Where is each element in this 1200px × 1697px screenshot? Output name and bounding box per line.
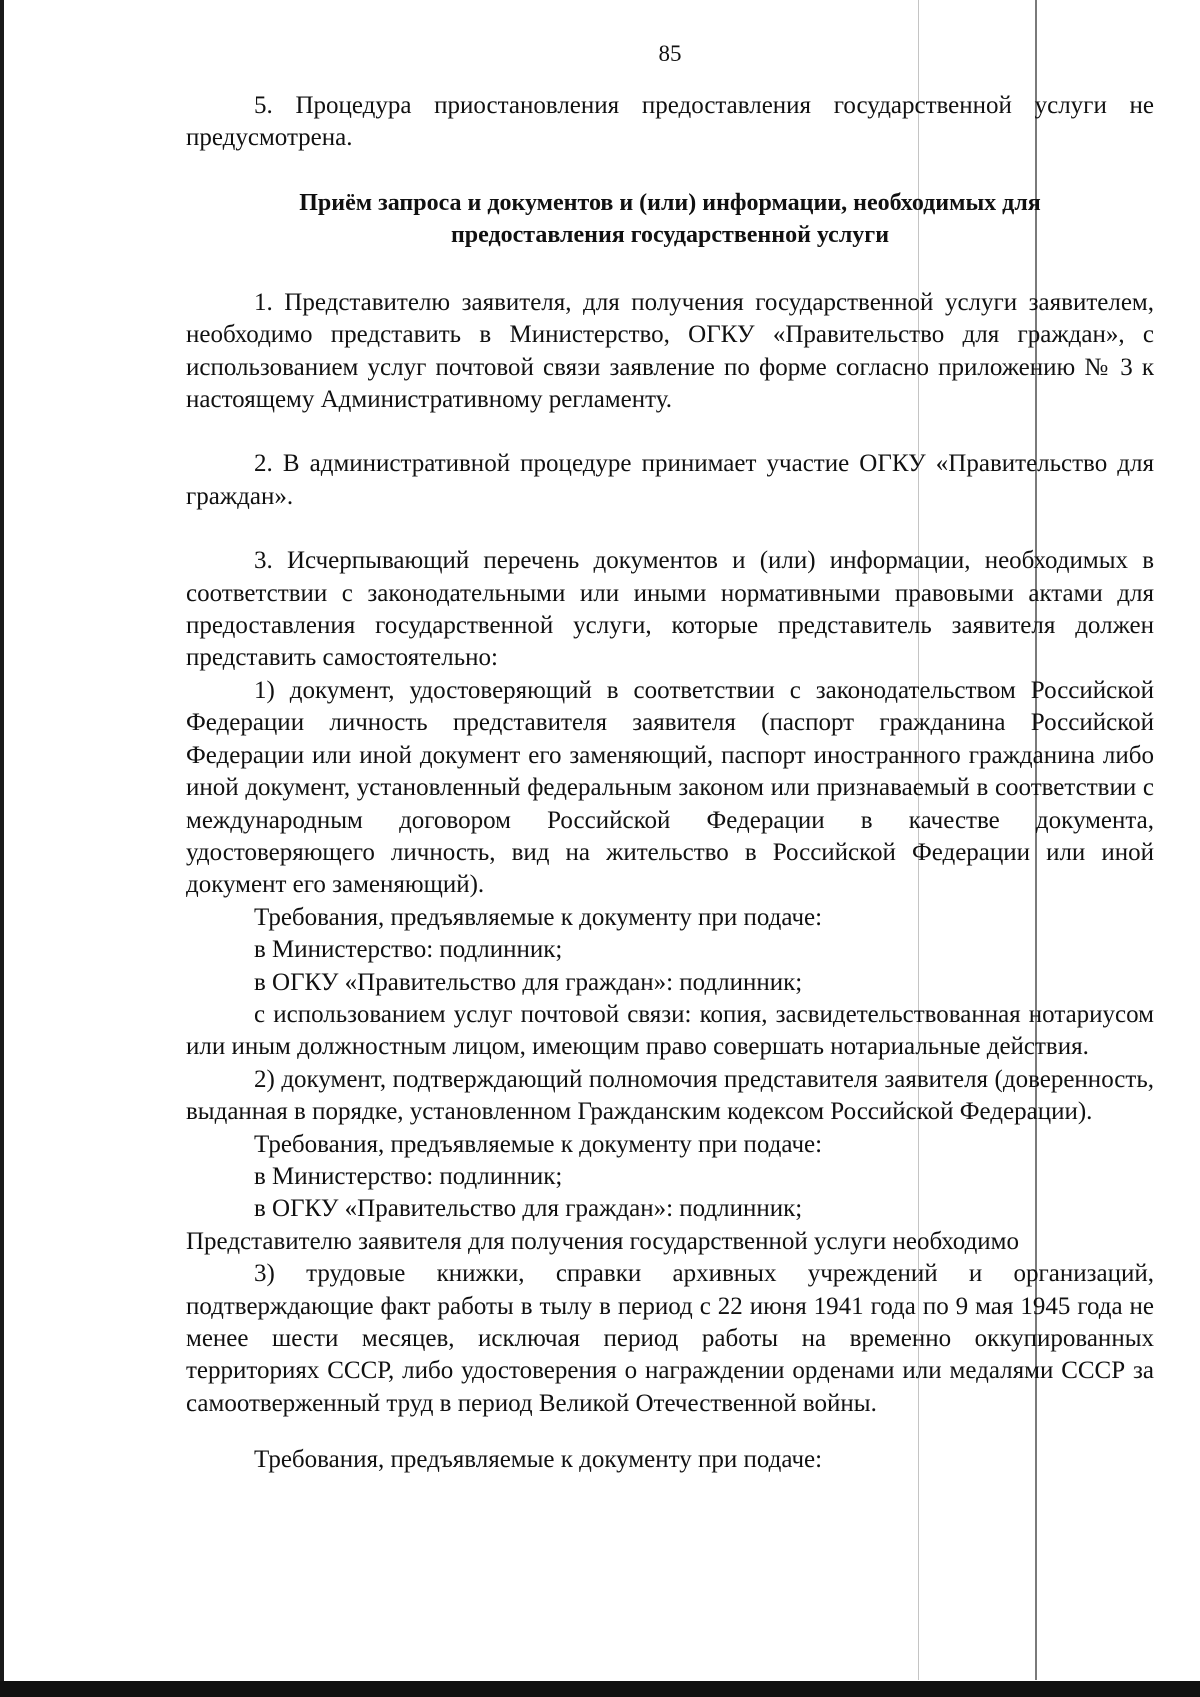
paragraph-suspension: 5. Процедура приостановления предоставления государственной услуги не предусмотрена. bbox=[186, 92, 1154, 152]
paragraph-2: 2. В административной процедуре принимает участие ОГКУ «Правительство для граждан». bbox=[186, 450, 1154, 510]
requirement-ogku: в ОГКУ «Правительство для граждан»: подлинник; bbox=[254, 1195, 803, 1223]
section-title bbox=[186, 187, 1154, 251]
note-line: Представителю заявителя для получения государственной услуги необходимо bbox=[186, 1227, 1019, 1255]
requirement-ministry: в Министерство: подлинник; bbox=[254, 1162, 563, 1190]
document-page bbox=[186, 40, 1154, 1477]
requirements-title: Требования, предъявляемые к документу при подаче: bbox=[254, 1130, 823, 1158]
section-title-line-2: предоставления государственной услуги bbox=[450, 221, 890, 248]
scan-edge-left bbox=[0, 0, 4, 1697]
requirements-title: Требования, предъявляемые к документу при подаче: bbox=[254, 1446, 823, 1474]
requirement-ogku: в ОГКУ «Правительство для граждан»: подлинник; bbox=[254, 968, 803, 996]
section-title-line-1: Приём запроса и документов и (или) информации, необходимых для bbox=[299, 189, 1041, 216]
paragraph-1: 1. Представителю заявителя, для получения государственной услуги заявителем, необходимо представить в Министерство, ОГКУ «Правительство для граждан», с использованием услуг почтовой связи заявление по форме согласно приложению № 3 к настоящему Административному регламенту. bbox=[186, 288, 1154, 414]
scan-edge-bottom bbox=[0, 1681, 1200, 1697]
list-item-3: 3) трудовые книжки, справки архивных учреждений и организаций, подтверждающие факт работы в тылу в период с 22 июня 1941 года по 9 мая 1945 года не менее шести месяцев, исключая период работы на временно оккупированных территориях СССР, либо удостоверения о награждении орденами или медалями СССР за самоотверженный труд в период Великой Отечественной войны. bbox=[186, 1260, 1154, 1417]
requirement-ministry: в Министерство: подлинник; bbox=[254, 936, 563, 964]
list-item-2: 2) документ, подтверждающий полномочия представителя заявителя (доверенность, выданная в порядке, установленном Гражданским кодексом Российской Федерации). bbox=[186, 1065, 1154, 1126]
requirements-title: Требования, предъявляемые к документу при подаче: bbox=[254, 903, 823, 931]
list-item-1: 1) документ, удостоверяющий в соответствии с законодательством Российской Федерации личность представителя заявителя (паспорт гражданина Российской Федерации или иной документ его заменяющий, паспорт иностранного гражданина либо иной документ, установленный федеральным законом или признаваемый в соответствии с международным договором Российской Федерации в качестве документа, удостоверяющего личность, вид на жительство в Российской Федерации или иной документ его заменяющий). bbox=[186, 676, 1154, 899]
requirement-post: с использованием услуг почтовой связи: копия, засвидетельствованная нотариусом или иным должностным лицом, имеющим право совершать нотариальные действия. bbox=[186, 1000, 1154, 1061]
paragraph-3: 3. Исчерпывающий перечень документов и (или) информации, необходимых в соответствии с законодательными или иными нормативными правовыми актами для предоставления государственной услуги, которые представитель заявителя должен представить самостоятельно: bbox=[186, 547, 1154, 672]
page-number: 85 bbox=[658, 41, 682, 66]
